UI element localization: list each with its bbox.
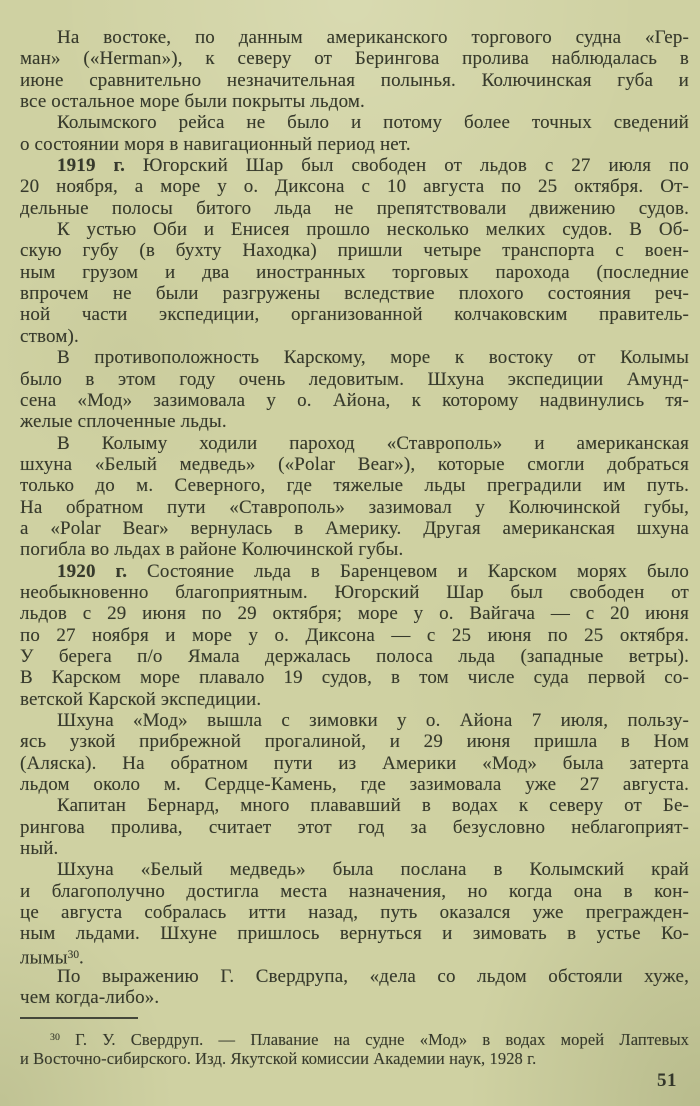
year-lead-1920: 1920 г. — [57, 560, 128, 582]
year-lead-1919: 1919 г. — [57, 155, 126, 177]
paragraph — [20, 859, 689, 966]
footnote — [20, 1009, 689, 1069]
text-line-part: . — [79, 947, 84, 967]
text-line: шхуна «Белый медведь» («Polar Bear»), которые смогли добраться — [20, 453, 689, 475]
paragraph — [20, 27, 689, 112]
footnote-text: Г. У. Свердруп. — Плавание на судне «Мод» в водах морей Лаптевых — [59, 1029, 689, 1049]
text-line: и благополучно достигла места назначения, но когда она в кон- — [20, 880, 689, 902]
text-line: В Колыму ходили пароход «Ставрополь» и американская — [57, 432, 689, 454]
text-line: по 27 ноября и море у о. Диксона — с 25 июня по 25 октября. — [20, 624, 689, 646]
text-line: ным льдами. Шхуне пришлось вернуться и зимовать в устье Ко- — [20, 923, 689, 945]
text-line: только до м. Северного, где тяжелые льды преградили им путь. — [20, 475, 689, 497]
text-line: погибла во льдах в районе Колючинской губы. — [20, 539, 404, 561]
text-line: ной части экспедиции, организованной колчаковским правитель- — [20, 304, 689, 326]
text-line: льдом около м. Сердце-Камень, где зазимовала уже 27 августа. — [20, 774, 689, 796]
text-line: (Аляска). На обратном пути из Америки «Мод» была затерта — [20, 752, 689, 774]
paragraph — [20, 795, 689, 859]
paragraph — [20, 347, 689, 432]
footnote-reference-superscript: 30 — [67, 948, 80, 961]
text-line: У берега п/о Ямала держалась полоса льда (западные ветры). — [20, 645, 689, 667]
text-line: все остальное море были покрыты льдом. — [20, 91, 365, 113]
paragraph — [20, 219, 689, 347]
text-line: Колымского рейса не было и потому более точных сведений — [57, 112, 689, 134]
text-line: желые сплоченные льды. — [20, 411, 227, 433]
text-line: ный. — [20, 838, 59, 860]
text-line-part: лымы — [20, 947, 68, 967]
text-line: По выражению Г. Свердрупа, «дела со льдом обстояли хуже, — [57, 966, 689, 988]
text-line: сена «Мод» зазимовала у о. Айона, к которому надвинулись тя- — [20, 389, 689, 411]
text-line: а «Polar Bear» вернулась в Америку. Другая американская шхуна — [20, 517, 689, 539]
footnote-line: и Восточно-сибирского. Изд. Якутской комиссии Академии наук, 1928 г. — [20, 1048, 537, 1068]
text-line: ясь узкой прибрежной прогалиной, и 29 июня пришла в Ном — [20, 731, 689, 753]
text-line: было в этом году очень ледовитым. Шхуна экспедиции Амунд- — [20, 368, 689, 390]
text-line-rest: Состояние льда в Баренцевом и Карском морях было — [127, 560, 689, 582]
text-line: На обратном пути «Ставрополь» зазимовал у Колючинской губы, — [20, 496, 689, 518]
paragraph — [20, 710, 689, 795]
text-line: необыкновенно благоприятным. Югорский Шар был свободен от — [20, 581, 689, 603]
text-line: К устью Оби и Енисея прошло несколько мелких судов. В Об- — [57, 219, 689, 241]
text-line: В Карском море плавало 19 судов, в том числе суда первой со- — [20, 667, 689, 689]
footnote-marker-superscript: 30 — [50, 1032, 60, 1043]
text-line: ман» («Herman»), к северу от Берингова пролива наблюдалась в — [20, 48, 689, 70]
footnote-line — [20, 1028, 689, 1049]
text-line: ным грузом и два иностранных торговых парохода (последние — [20, 261, 689, 283]
text-line: чем когда-либо». — [20, 987, 160, 1009]
text-line: В противоположность Карскому, море к востоку от Колымы — [57, 347, 689, 369]
text-line — [20, 561, 689, 582]
text-line: Капитан Бернард, много плававший в водах к северу от Бе- — [57, 795, 689, 817]
text-line: це августа собралась итти назад, путь оказался уже прегражден- — [20, 902, 689, 924]
text-line: льдов с 29 июня по 29 октября; море у о. Вайгача — с 20 июня — [20, 603, 689, 625]
paragraph — [20, 966, 689, 1009]
paragraph — [20, 112, 689, 155]
text-line: ством). — [20, 325, 79, 347]
text-line: июне сравнительно незначительная полынья. Колючинская губа и — [20, 69, 689, 91]
text-line — [20, 155, 689, 176]
body-text — [20, 27, 689, 1009]
paragraph — [20, 433, 689, 561]
text-line: впрочем не были разгружены вследствие плохого состояния реч- — [20, 283, 689, 305]
text-line-rest: Югорский Шар был свободен от льдов с 27 июля по — [125, 155, 689, 177]
text-line: рингова пролива, считает этот год за безусловно неблагоприят- — [20, 816, 689, 838]
paragraph — [20, 561, 689, 710]
text-line: дельные полосы битого льда не препятствовали движению судов. — [20, 197, 689, 219]
page-number: 51 — [657, 1070, 677, 1091]
text-line — [20, 945, 689, 966]
text-line: ветской Карской экспедиции. — [20, 688, 262, 710]
text-line: скую губу (в бухту Находка) пришли четыре транспорта с воен- — [20, 240, 689, 262]
text-line: о состоянии моря в навигационный период нет. — [20, 133, 411, 155]
text-line: 20 ноября, а море у о. Диксона с 10 августа по 25 октября. От- — [20, 176, 689, 198]
paragraph — [20, 155, 689, 219]
text-line: На востоке, по данным американского торгового судна «Гер- — [57, 27, 689, 48]
text-line: Шхуна «Мод» вышла с зимовки у о. Айона 7 июля, пользу- — [57, 710, 689, 731]
text-line: Шхуна «Белый медведь» была послана в Колымский край — [57, 859, 689, 881]
footnote-rule — [20, 1017, 138, 1019]
